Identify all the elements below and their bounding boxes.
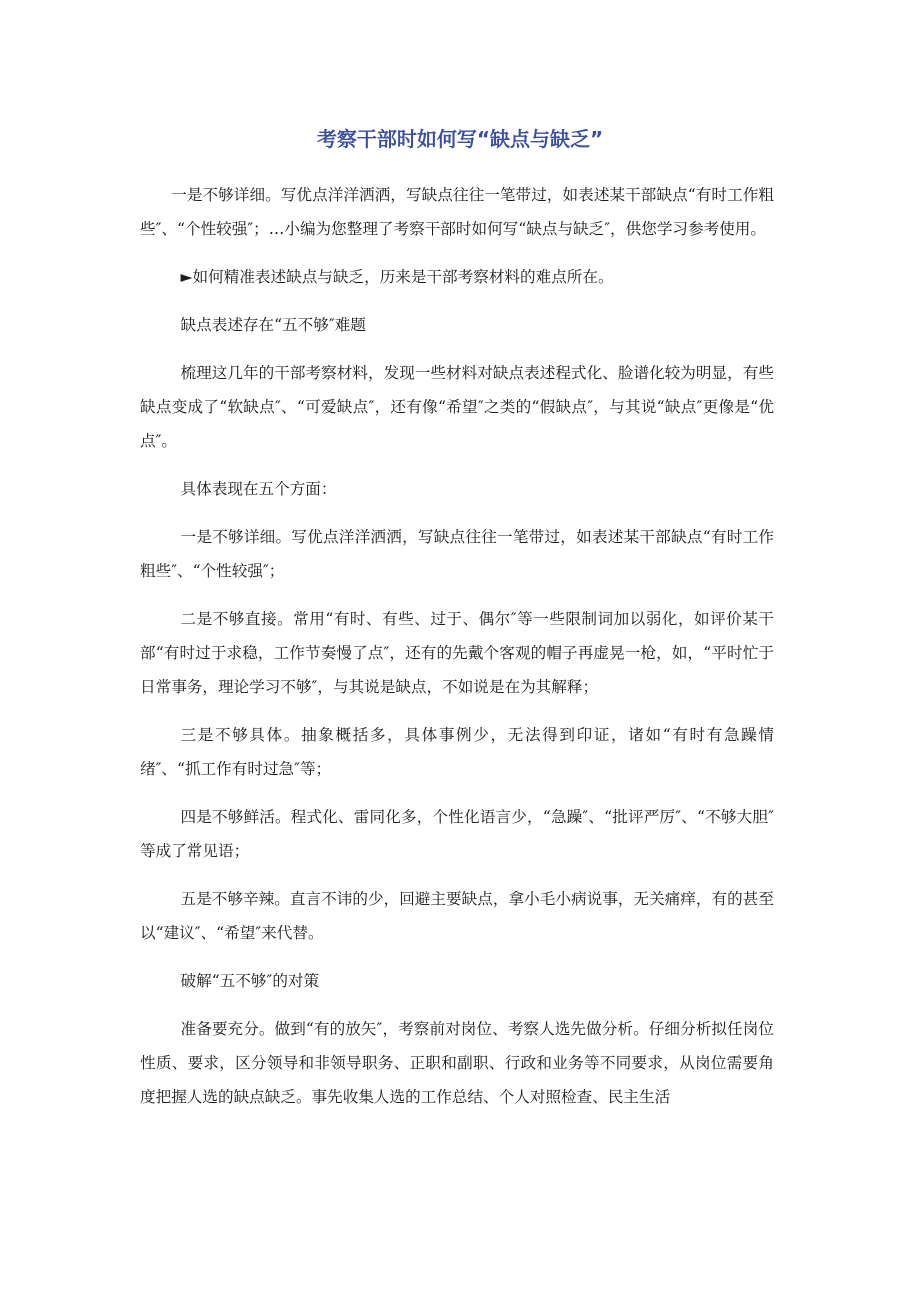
paragraph-five-aspects: 具体表现在五个方面：: [180, 480, 337, 498]
paragraph-point-4: 四是不够鲜活。程式化、雷同化多，个性化语言少，“急躁″、“批评严厉″、“不够大胆″等成了常见语；: [140, 808, 774, 860]
paragraph-review: 梳理这几年的干部考察材料，发现一些材料对缺点表述程式化、脸谱化较为明显，有些缺点变成了“软缺点″、“可爱缺点″，还有像“希望″之类的“假缺点″，与其说“缺点″更像是“优点″。: [140, 364, 774, 450]
paragraph-point-1: 一是不够详细。写优点洋洋洒洒，写缺点往往一笔带过，如表述某干部缺点“有时工作粗些″、“个性较强″；: [140, 528, 774, 580]
section-heading-problems: 缺点表述存在“五不够″难题: [180, 316, 366, 334]
paragraph-point-5: 五是不够辛辣。直言不讳的少，回避主要缺点，拿小毛小病说事，无关痛痒，有的甚至以“建议″、“希望″来代替。: [140, 890, 774, 942]
paragraph-point-3: 三是不够具体。抽象概括多，具体事例少，无法得到印证，诸如“有时有急躁情绪″、“抓工作有时过急″等；: [140, 726, 774, 778]
paragraph-point-2: 二是不够直接。常用“有时、有些、过于、偶尔″等一些限制词加以弱化，如评价某干部“有时过于求稳，工作节奏慢了点″，还有的先戴个客观的帽子再虚晃一枪，如，“平时忙于日常事务，理论学习不够″，与其说是缺点，不如说是在为其解释；: [140, 610, 774, 696]
paragraph-lead: ►如何精准表述缺点与缺乏，历来是干部考察材料的难点所在。: [180, 268, 614, 286]
paragraph-intro: 一是不够详细。写优点洋洋洒洒，写缺点往往一笔带过，如表述某干部缺点“有时工作粗些″、“个性较强″；…小编为您整理了考察干部时如何写“缺点与缺乏″，供您学习参考使用。: [140, 186, 774, 238]
paragraph-preparation: 准备要充分。做到“有的放矢″，考察前对岗位、考察人选先做分析。仔细分析拟任岗位性质、要求，区分领导和非领导职务、正职和副职、行政和业务等不同要求，从岗位需要角度把握人选的缺点缺乏。事先收集人选的工作总结、个人对照检查、民主生活: [140, 1020, 774, 1106]
section-heading-solutions: 破解“五不够″的对策: [180, 972, 320, 990]
document-title: 考察干部时如何写“缺点与缺乏”: [316, 127, 604, 151]
document-body: [140, 178, 774, 1114]
